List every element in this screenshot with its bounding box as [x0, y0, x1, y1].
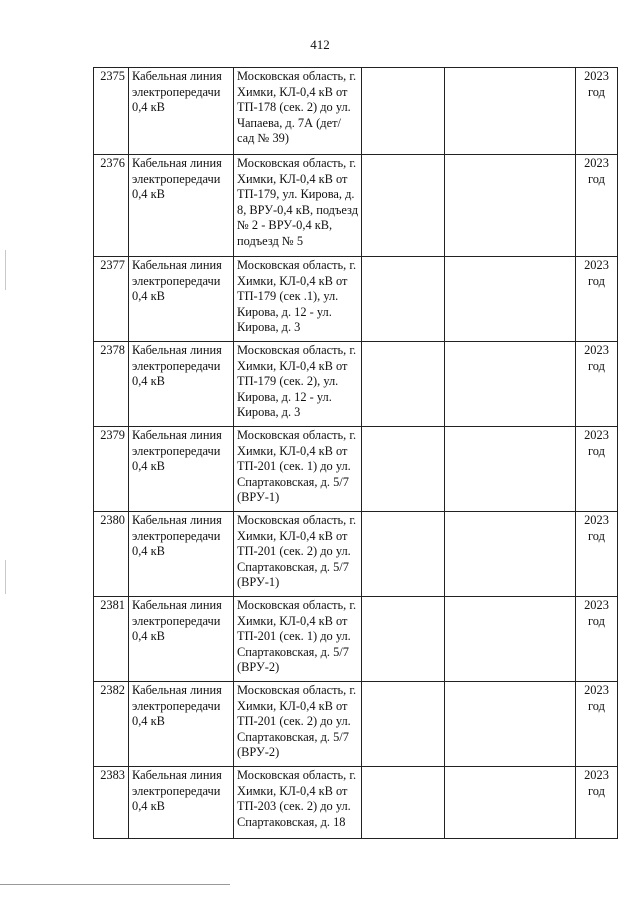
empty-cell — [362, 597, 445, 682]
object-type: Кабельная линия электропередачи 0,4 кВ — [129, 257, 234, 342]
object-address: Московская область, г. Химки, КЛ-0,4 кВ от ТП-179 (сек. 2), ул. Кирова, д. 12 - ул. Кирова, д. 3 — [234, 342, 362, 427]
empty-cell — [445, 427, 576, 512]
target-year: 2023 год — [576, 682, 618, 767]
row-number: 2377 — [94, 257, 129, 342]
object-address: Московская область, г. Химки, КЛ-0,4 кВ от ТП-179 (сек .1), ул. Кирова, д. 12 - ул. Кирова, д. 3 — [234, 257, 362, 342]
target-year: 2023 год — [576, 767, 618, 839]
object-address: Московская область, г. Химки, КЛ-0,4 кВ от ТП-178 (сек. 2) до ул. Чапаева, д. 7А (дет/сад № 39) — [234, 68, 362, 155]
table-row — [94, 342, 618, 427]
scan-bottom-edge — [0, 884, 230, 885]
empty-cell — [362, 427, 445, 512]
empty-cell — [445, 767, 576, 839]
object-type: Кабельная линия электропередачи 0,4 кВ — [129, 512, 234, 597]
table-row — [94, 767, 618, 839]
object-type: Кабельная линия электропередачи 0,4 кВ — [129, 427, 234, 512]
object-address: Московская область, г. Химки, КЛ-0,4 кВ от ТП-201 (сек. 2) до ул. Спартаковская, д. 5/7 (ВРУ-1) — [234, 512, 362, 597]
object-address: Московская область, г. Химки, КЛ-0,4 кВ от ТП-201 (сек. 2) до ул. Спартаковская, д. 5/7 (ВРУ-2) — [234, 682, 362, 767]
target-year: 2023 год — [576, 597, 618, 682]
row-number: 2376 — [94, 155, 129, 257]
target-year: 2023 год — [576, 342, 618, 427]
object-type: Кабельная линия электропередачи 0,4 кВ — [129, 597, 234, 682]
empty-cell — [445, 68, 576, 155]
target-year: 2023 год — [576, 155, 618, 257]
empty-cell — [445, 682, 576, 767]
object-type: Кабельная линия электропередачи 0,4 кВ — [129, 767, 234, 839]
row-number: 2380 — [94, 512, 129, 597]
page-number: 412 — [310, 37, 330, 52]
empty-cell — [362, 342, 445, 427]
table-row — [94, 427, 618, 512]
object-type: Кабельная линия электропередачи 0,4 кВ — [129, 682, 234, 767]
object-address: Московская область, г. Химки, КЛ-0,4 кВ от ТП-203 (сек. 2) до ул. Спартаковская, д. 18 — [234, 767, 362, 839]
row-number: 2383 — [94, 767, 129, 839]
table-row — [94, 155, 618, 257]
scan-margin-mark — [5, 250, 6, 290]
registry-table — [93, 67, 618, 839]
target-year: 2023 год — [576, 257, 618, 342]
empty-cell — [362, 767, 445, 839]
target-year: 2023 год — [576, 427, 618, 512]
table-row — [94, 682, 618, 767]
empty-cell — [362, 682, 445, 767]
empty-cell — [445, 342, 576, 427]
row-number: 2382 — [94, 682, 129, 767]
object-type: Кабельная линия электропередачи 0,4 кВ — [129, 342, 234, 427]
empty-cell — [362, 68, 445, 155]
target-year: 2023 год — [576, 512, 618, 597]
table-row — [94, 68, 618, 155]
empty-cell — [362, 257, 445, 342]
empty-cell — [445, 155, 576, 257]
table-row — [94, 257, 618, 342]
empty-cell — [445, 597, 576, 682]
row-number: 2379 — [94, 427, 129, 512]
row-number: 2375 — [94, 68, 129, 155]
object-type: Кабельная линия электропередачи 0,4 кВ — [129, 155, 234, 257]
table-row — [94, 597, 618, 682]
object-address: Московская область, г. Химки, КЛ-0,4 кВ от ТП-179, ул. Кирова, д. 8, ВРУ-0,4 кВ, подъезд № 2 - ВРУ-0,4 кВ, подъезд № 5 — [234, 155, 362, 257]
object-type: Кабельная линия электропередачи 0,4 кВ — [129, 68, 234, 155]
target-year: 2023 год — [576, 68, 618, 155]
object-address: Московская область, г. Химки, КЛ-0,4 кВ от ТП-201 (сек. 1) до ул. Спартаковская, д. 5/7 (ВРУ-2) — [234, 597, 362, 682]
empty-cell — [362, 512, 445, 597]
scan-margin-mark — [5, 560, 6, 594]
object-address: Московская область, г. Химки, КЛ-0,4 кВ от ТП-201 (сек. 1) до ул. Спартаковская, д. 5/7 (ВРУ-1) — [234, 427, 362, 512]
empty-cell — [445, 512, 576, 597]
table-row — [94, 512, 618, 597]
empty-cell — [445, 257, 576, 342]
row-number: 2378 — [94, 342, 129, 427]
empty-cell — [362, 155, 445, 257]
row-number: 2381 — [94, 597, 129, 682]
